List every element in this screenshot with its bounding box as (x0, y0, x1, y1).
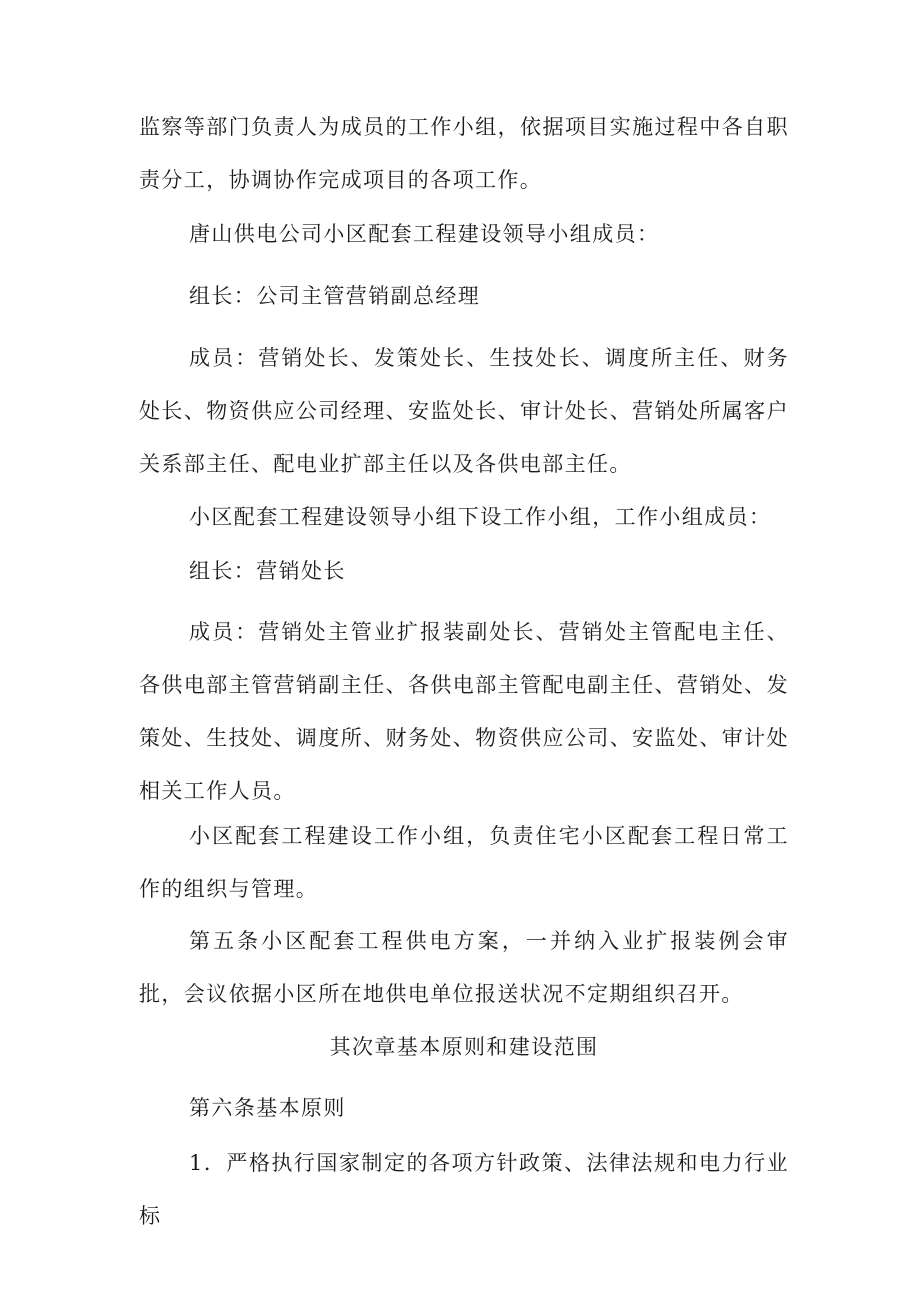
paragraph-leading-group-title: 唐山供电公司小区配套工程建设领导小组成员： (189, 222, 660, 246)
paragraph-leading-group-leader: 组长：公司主管营销副总经理 (189, 284, 481, 308)
paragraph-article-five: 第五条小区配套工程供电方案，一并纳入业扩报装例会审批，会议依据小区所在地供电单位报送状况不定期组织召开。 (139, 929, 789, 1006)
chapter-heading: 其次章基本原则和建设范围 (329, 1035, 599, 1059)
paragraph-working-group-members: 成员：营销处主管业扩报装副处长、营销处主管配电主任、各供电部主管营销副主任、各供电部主管配电副主任、营销处、发策处、生技处、调度所、财务处、物资供应公司、安监处、审计处相关工作人员。 (139, 620, 789, 803)
article-six-heading: 第六条基本原则 (189, 1096, 346, 1120)
paragraph-leading-group-members: 成员：营销处长、发策处长、生技处长、调度所主任、财务处长、物资供应公司经理、安监处长、审计处长、营销处所属客户关系部主任、配电业扩部主任以及各供电部主任。 (139, 346, 789, 476)
paragraph-working-group-leader: 组长：营销处长 (189, 559, 346, 583)
list-item-one: 1．严格执行国家制定的各项方针政策、法律法规和电力行业标 (139, 1151, 789, 1228)
paragraph-working-group-continuation: 监察等部门负责人为成员的工作小组，依据项目实施过程中各自职责分工，协调协作完成项目的各项工作。 (139, 115, 789, 192)
paragraph-working-group-duty: 小区配套工程建设工作小组，负责住宅小区配套工程日常工作的组织与管理。 (139, 824, 789, 901)
paragraph-working-group-title: 小区配套工程建设领导小组下设工作小组，工作小组成员： (189, 505, 772, 529)
